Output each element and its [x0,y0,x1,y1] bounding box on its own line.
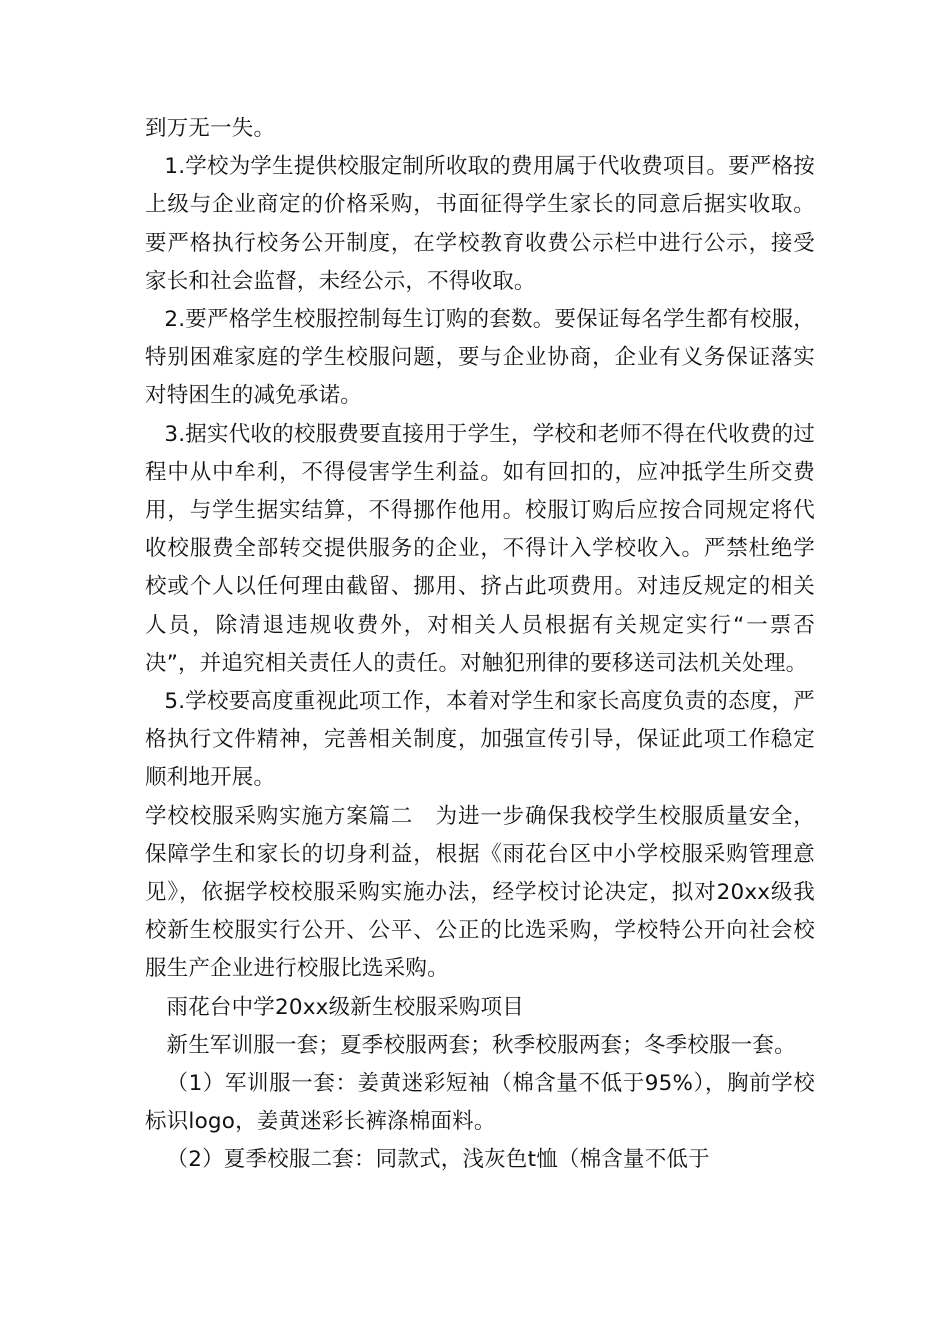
paragraph-item-2: 2.要严格学生校服控制每生订购的套数。要保证每名学生都有校服，特别困难家庭的学生校服问题，要与企业协商，企业有义务保证落实对特困生的减免承诺。 [145,307,815,409]
paragraph-summer-uniform: （2）夏季校服二套：同款式，浅灰色t恤（棉含量不低于 [166,1147,710,1173]
document-body [145,110,815,1180]
paragraph-section-two-intro: 学校校服采购实施方案篇二 为进一步确保我校学生校服质量安全，保障学生和家长的切身利益，根据《雨花台区中小学校服采购管理意见》，依据学校校服采购实施办法，经学校讨论决定，拟对20xx级我校新生校服实行公开、公平、公正的比选采购，学校特公开向社会校服生产企业进行校服比选采购。 [145,803,815,982]
paragraph-project-title: 雨花台中学20xx级新生校服采购项目 [166,994,524,1020]
paragraph-item-1: 1.学校为学生提供校服定制所收取的费用属于代收费项目。要严格按上级与企业商定的价格采购，书面征得学生家长的同意后据实收取。要严格执行校务公开制度，在学校教育收费公示栏中进行公示，接受家长和社会监督，未经公示，不得收取。 [145,154,815,294]
paragraph-item-5: 5.学校要高度重视此项工作，本着对学生和家长高度负责的态度，严格执行文件精神，完善相关制度，加强宣传引导，保证此项工作稳定顺利地开展。 [145,689,815,791]
paragraph-continuation: 到万无一失。 [145,116,276,141]
paragraph-uniform-list: 新生军训服一套；夏季校服两套；秋季校服两套；冬季校服一套。 [166,1032,796,1058]
paragraph-military-uniform: （1）军训服一套：姜黄迷彩短袖（棉含量不低于95%），胸前学校标识logo，姜黄迷彩长裤涤棉面料。 [145,1071,815,1135]
paragraph-item-3: 3.据实代收的校服费要直接用于学生，学校和老师不得在代收费的过程中从中牟利，不得侵害学生利益。如有回扣的，应冲抵学生所交费用，与学生据实结算，不得挪作他用。校服订购后应按合同规定将代收校服费全部转交提供服务的企业，不得计入学校收入。严禁杜绝学校或个人以任何理由截留、挪用、挤占此项费用。对违反规定的相关人员，除清退违规收费外，对相关人员根据有关规定实行“一票否决”，并追究相关责任人的责任。对触犯刑律的要移送司法机关处理。 [145,421,815,676]
